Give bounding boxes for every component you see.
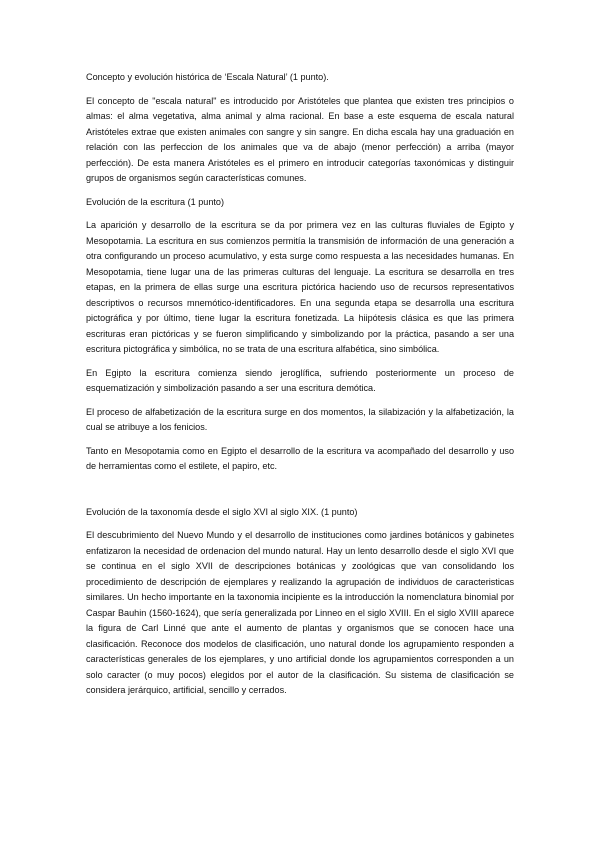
section-heading: Evolución de la escritura (1 punto): [86, 196, 224, 207]
paragraph: El descubrimiento del Nuevo Mundo y el desarrollo de instituciones como jardines botánicos y gabinetes enfatizaron la necesidad de ordenacion del mundo natural. Hay un lento desarrollo desde el siglo XVI que se continua en el siglo XVII de descripciones botánicas y zoológicas que van consolidando los procedimiento de descripción de ejemplares y realizando la agrupación de individuos de caracteristicas similares. Un hecho importante en la taxonomia incipiente es la introducción la nomenclatura binomial por Caspar Bauhin (1560-1624), que sería generalizada por Linneo en el siglo XVIII. En el siglo XVIII aparece la figura de Carl Linné que ante el aumento de plantas y organismos que se conocen hace una clasificación. Reconoce dos modelos de clasificación, uno natural donde los agrupamiento responden a características generales de los ejemplares, y uno artificial donde los agrupamientos corresponden a un solo caracter (o muy pocos) elegidos por el autor de la clasificación. Su sistema de clasificación se considera jerárquico, artificial, sencillo y cerrados.: [86, 530, 514, 695]
paragraph: La aparición y desarrollo de la escritura se da por primera vez en las culturas fluviales de Egipto y Mesopotamia. La escritura en sus comienzos permitía la transmisión de información de una generación a otra configurando un proceso acumulativo, y esta surge como respuesta a las necesidades humanas. En Mesopotamia, tiene lugar una de las primeras culturas del lenguaje. La escritura se desarrolla en tres etapas, en la primera de ellas surge una escritura pictórica haciendo uso de recursos representativos descriptivos o recursos mnemótico-identificadores. En una segunda etapa se desarrolla una escritura pictográfica y por último, tiene lugar la escritura fonetizada. La hiipótesis clásica es que las primera escrituras eran pictóricas y se fueron simplificando y simbolizando por la práctica, pasando a ser una escritura pictográfica y simbólica, no se trata de una escritura alfabética, sino simbólica.: [86, 220, 514, 354]
document-page: [86, 70, 514, 707]
section-spacer: [86, 483, 514, 505]
section-evolucion-taxonomia: [86, 505, 514, 699]
paragraph: El concepto de "escala natural" es introducido por Aristóteles que plantea que existen tres principios o almas: el alma vegetativa, alma animal y alma racional. En base a este esquema de escala natural Aristóteles extrae que existen animales con sangre y sin sangre. En dicha escala hay una graduación en relación con las perfeccion de los animales que va de abajo (menor perfección) a arriba (mayor perfección). De esta manera Aristóteles es el primero en introducir categorías taxonómicas y distinguir grupos de organismos según características comunes.: [86, 95, 514, 183]
section-escala-natural: [86, 70, 514, 187]
paragraph: En Egipto la escritura comienza siendo jeroglífica, sufriendo posteriormente un proceso de esquematización y simbolización pasando a ser una escritura demótica.: [86, 367, 514, 393]
section-heading: Evolución de la taxonomía desde el siglo XVI al siglo XIX. (1 punto): [86, 506, 358, 517]
paragraph: El proceso de alfabetización de la escritura surge en dos momentos, la silabización y la alfabetización, la cual se atribuye a los fenicios.: [86, 406, 514, 432]
section-heading: Concepto y evolución histórica de ‘Escala Natural’ (1 punto).: [86, 72, 329, 82]
section-evolucion-escritura: [86, 195, 514, 475]
paragraph: Tanto en Mesopotamia como en Egipto el desarrollo de la escritura va acompañado del desarrollo y uso de herramientas como el estilete, el papiro, etc.: [86, 445, 514, 471]
